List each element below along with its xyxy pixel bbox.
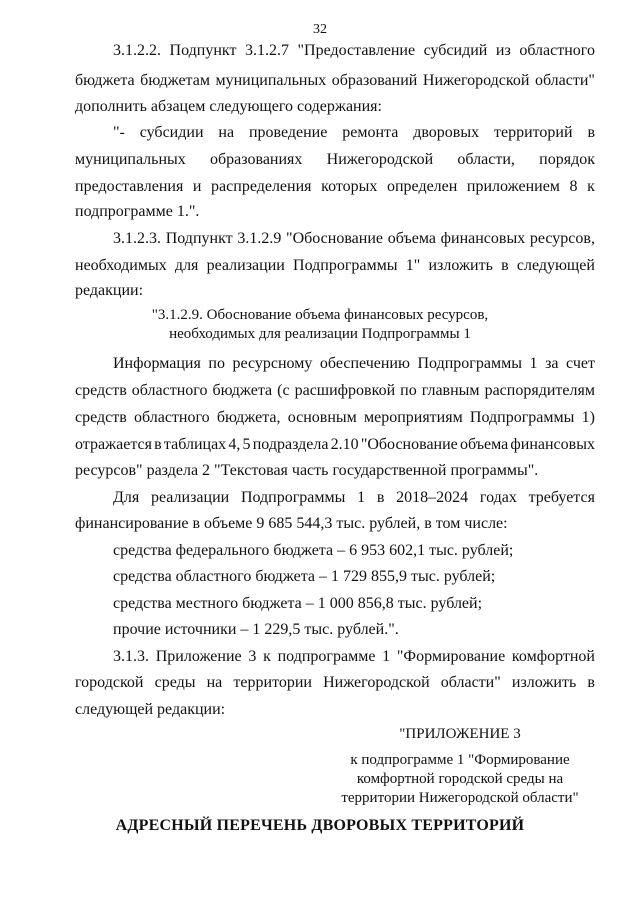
word: объема — [459, 436, 509, 453]
paragraph-line: ресурсов" раздела 2 "Текстовая часть государственной программы". — [75, 462, 539, 479]
word: следующей — [516, 257, 595, 274]
paragraph-line — [75, 71, 595, 91]
page-number: 32 — [313, 22, 327, 37]
paragraph-line — [75, 408, 595, 428]
word: 2.10 — [330, 436, 359, 453]
word: Подпрограммы — [417, 355, 522, 372]
word: реализации — [206, 257, 285, 274]
word: таблицах — [163, 436, 227, 453]
word: образованиях — [210, 151, 303, 168]
word: 1 — [357, 489, 366, 506]
word: субсидий — [423, 42, 488, 59]
word: финансовых — [440, 230, 526, 247]
word: 3.1.3. — [113, 648, 149, 665]
word: "Предоставление — [297, 42, 416, 59]
word: финансовых — [510, 436, 595, 453]
word: объема — [387, 230, 436, 247]
paragraph-line: дополнить абзацем следующего содержания: — [75, 98, 382, 115]
word: в — [501, 257, 509, 274]
word: Приложение — [155, 648, 242, 665]
word: обеспечению — [319, 355, 410, 372]
word: приложением — [466, 178, 560, 195]
word: областного — [131, 382, 208, 399]
word: комфортной — [511, 648, 595, 665]
word: и — [192, 178, 202, 195]
word: подраздела — [252, 436, 329, 453]
word: ресурсов, — [529, 230, 595, 247]
word: годах — [479, 489, 517, 506]
word: 3.1.2.9 — [237, 230, 282, 247]
word: расшифровкой — [294, 382, 396, 399]
document-title: АДРЕСНЫЙ ПЕРЕЧЕНЬ ДВОРОВЫХ ТЕРРИТОРИЙ — [115, 817, 525, 834]
paragraph-line: финансирование в объеме 9 685 544,3 тыс. рублей, в том числе: — [75, 515, 508, 532]
section-heading: необходимых для реализации Подпрограммы 1 — [169, 326, 471, 342]
word: в — [376, 489, 385, 506]
word: подпрограмме — [277, 648, 376, 665]
paragraph-line: редакции: — [75, 282, 144, 299]
paragraph-line: следующей редакции: — [75, 701, 226, 718]
word: области" — [534, 72, 595, 89]
word: областного — [519, 42, 595, 59]
word: распорядителям — [484, 382, 595, 399]
word: Нижегородской — [326, 151, 434, 168]
word: на — [206, 674, 223, 691]
paragraph-line: подпрограмме 1.". — [75, 203, 200, 220]
paragraph-line — [75, 673, 595, 693]
word: среды — [154, 674, 196, 691]
word: "Обоснование — [286, 230, 383, 247]
word: 8 — [569, 178, 578, 195]
word: главным — [421, 382, 480, 399]
word: порядок — [539, 151, 595, 168]
word: к — [587, 178, 595, 195]
word: области, — [457, 151, 515, 168]
word: для — [174, 257, 199, 274]
word: Подпрограммы — [293, 257, 398, 274]
word: 1) — [581, 409, 595, 426]
word: области" — [440, 674, 501, 691]
word: требуется — [528, 489, 595, 506]
word: счет — [566, 355, 595, 372]
funding-item: прочие источники – 1 229,5 тыс. рублей.". — [113, 621, 399, 638]
word: в — [587, 674, 595, 691]
word: "Формирование — [396, 648, 506, 665]
word: распределения — [211, 178, 312, 195]
paragraph-line — [113, 229, 595, 249]
word: Нижегородской — [422, 72, 530, 89]
word: из — [495, 42, 511, 59]
appendix-line: к подпрограмме 1 "Формирование — [350, 752, 570, 768]
word: средств — [75, 382, 127, 399]
section-heading: "3.1.2.9. Обоснование объема финансовых ресурсов, — [151, 307, 489, 323]
word: 3 — [248, 648, 257, 665]
word: городской — [75, 674, 144, 691]
word: проведение — [248, 124, 328, 141]
word: бюджета — [75, 72, 135, 89]
word: на — [218, 124, 235, 141]
word: основным — [287, 409, 357, 426]
word: 1 — [529, 355, 538, 372]
funding-item: средства местного бюджета – 1 000 856,8 тыс. рублей; — [113, 595, 483, 612]
paragraph-line — [113, 41, 595, 61]
word: Информация — [113, 355, 201, 372]
paragraph-line — [113, 354, 595, 374]
word: "Обоснование — [360, 436, 458, 453]
word: необходимых — [75, 257, 167, 274]
word: областного — [133, 409, 210, 426]
word: Подпункт — [165, 230, 233, 247]
word: Подпрограммы — [469, 409, 575, 426]
paragraph-line — [113, 647, 595, 667]
appendix-label: "ПРИЛОЖЕНИЕ 3 — [399, 726, 521, 742]
word: предоставления — [75, 178, 184, 195]
word: (с — [277, 382, 290, 399]
paragraph-line — [113, 488, 595, 508]
paragraph-line — [75, 150, 595, 170]
word: бюджета, — [216, 409, 281, 426]
word: бюджета — [212, 382, 273, 399]
paragraph-line — [113, 123, 595, 143]
word: реализации — [151, 489, 230, 506]
word: которых — [321, 178, 378, 195]
word: по — [208, 355, 225, 372]
word: территории — [233, 674, 312, 691]
word: по — [400, 382, 417, 399]
word: 5 — [242, 436, 251, 453]
word: изложить — [428, 257, 493, 274]
word: отражается — [75, 436, 152, 453]
word: изложить — [511, 674, 577, 691]
paragraph-line — [75, 177, 595, 197]
word: ресурсному — [232, 355, 313, 372]
word: в — [154, 436, 162, 453]
word: определен — [386, 178, 458, 195]
word: образований — [331, 72, 418, 89]
word: средств — [75, 409, 127, 426]
word: муниципальных — [215, 72, 327, 89]
word: к — [263, 648, 271, 665]
word: за — [545, 355, 559, 372]
word: в — [587, 124, 595, 141]
word: Для — [113, 489, 140, 506]
paragraph-line — [75, 381, 595, 401]
word: Подпункт — [169, 42, 237, 59]
funding-item: средства федерального бюджета – 6 953 602,1 тыс. рублей; — [113, 542, 514, 559]
word: 1 — [382, 648, 391, 665]
word: 4, — [228, 436, 241, 453]
word: ремонта — [342, 124, 399, 141]
word: 3.1.2.2. — [113, 42, 161, 59]
word: мероприятиям — [363, 409, 463, 426]
paragraph-line — [75, 435, 595, 455]
word: 3.1.2.7 — [244, 42, 289, 59]
word: Нижегородской — [323, 674, 430, 691]
word: 3.1.2.3. — [113, 230, 161, 247]
word: бюджетам — [140, 72, 210, 89]
word: 1" — [405, 257, 421, 274]
paragraph-line — [75, 256, 595, 276]
appendix-line: территории Нижегородской области" — [341, 790, 579, 806]
word: территорий — [493, 124, 573, 141]
word: Подпрограммы — [240, 489, 346, 506]
word: 2018–2024 — [396, 489, 469, 506]
word: муниципальных — [75, 151, 186, 168]
word: субсидии — [139, 124, 204, 141]
word: "- — [113, 124, 125, 141]
appendix-line: комфортной городской среды на — [356, 771, 564, 787]
funding-item: средства областного бюджета – 1 729 855,9 тыс. рублей; — [113, 568, 496, 585]
word: дворовых — [413, 124, 480, 141]
